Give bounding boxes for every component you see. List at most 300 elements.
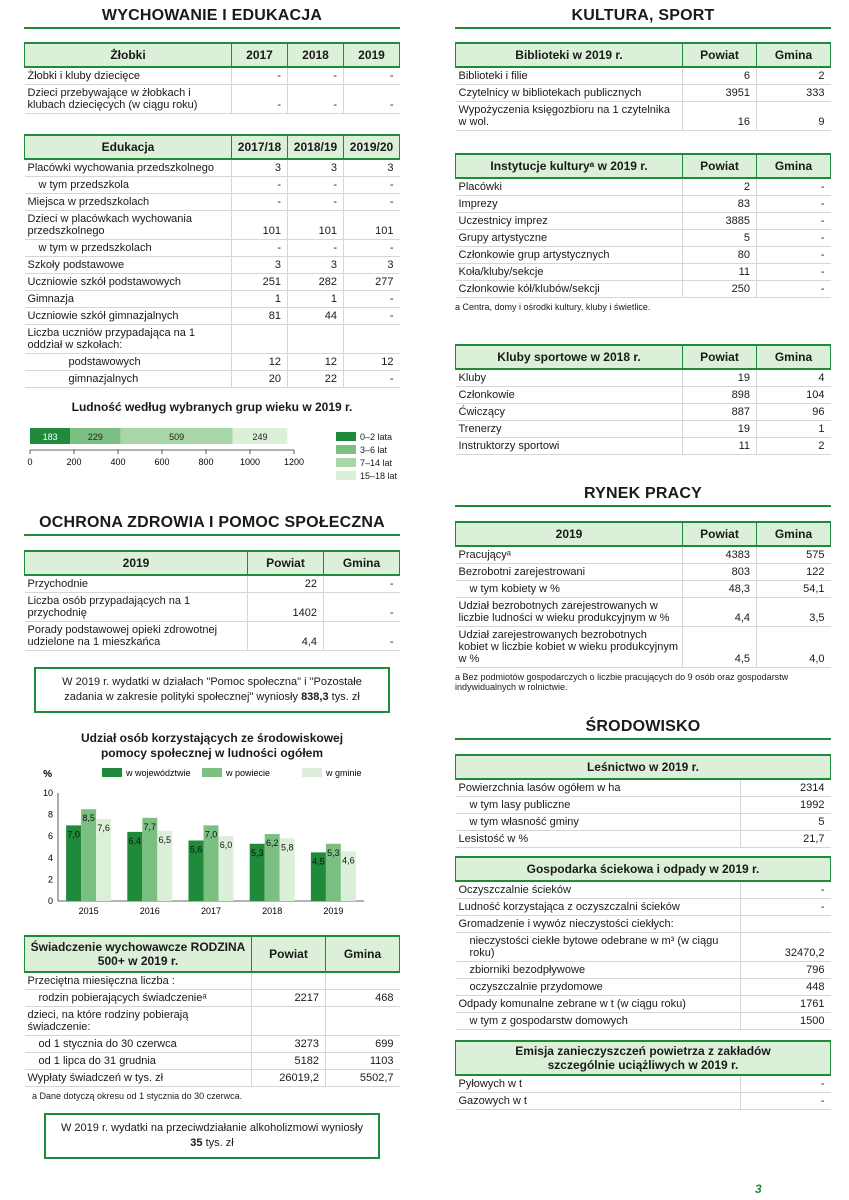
y-tick-label: 8 [47, 809, 53, 820]
gospodarka-header: Gospodarka ściekowa i odpady w 2019 r. [456, 857, 831, 881]
table-row [456, 1075, 831, 1093]
bar-value-label: 4,5 [312, 856, 325, 867]
cell-value: - [757, 281, 831, 298]
cell-value: 3 [288, 159, 344, 177]
y-tick-label: 6 [47, 831, 53, 842]
table-row [456, 196, 831, 213]
row-label: zbiorniki bezodpływowe [456, 962, 741, 979]
row-label: Członkowie grup artystycznych [456, 247, 683, 264]
cell-value: 282 [288, 274, 344, 291]
zlobki-header-0: Żłobki [25, 43, 232, 67]
row-label: Oczyszczalnie ścieków [456, 881, 741, 899]
cell-value: 122 [757, 564, 831, 581]
box2-text: W 2019 r. wydatki na przeciwdziałanie alkoholizmowi wyniosły [60, 1122, 364, 1134]
row-label: w tym własność gminy [456, 814, 741, 831]
row-label: Uczniowie szkół gimnazjalnych [25, 308, 232, 325]
cell-value: - [288, 177, 344, 194]
cell-value: - [288, 85, 344, 114]
table-lesnictwo [455, 754, 831, 848]
row-label: Udział bezrobotnych zarejestrowanych w liczbie ludności w wieku produkcyjnym w % [456, 598, 683, 627]
table-row [456, 369, 831, 387]
kluby-header-0: Kluby sportowe w 2018 r. [456, 345, 683, 369]
cell-value [326, 972, 400, 990]
cell-value: 3 [232, 159, 288, 177]
cell-value: 3 [344, 257, 400, 274]
table-row [456, 67, 831, 85]
table-row [456, 996, 831, 1013]
cell-value: - [741, 1093, 831, 1110]
cell-value: 48,3 [683, 581, 757, 598]
cell-value: 1103 [326, 1053, 400, 1070]
table-zlobki [24, 42, 400, 114]
table-edukacja [24, 134, 400, 388]
x-tick-label: 2019 [323, 906, 344, 916]
table-zdrowie [24, 550, 400, 651]
row-label: od 1 stycznia do 30 czerwca [25, 1036, 252, 1053]
rodzina-header-1: Powiat [252, 936, 326, 972]
table-row [456, 831, 831, 848]
social-chart-svg [24, 763, 400, 931]
bar-value-label: 5,8 [280, 842, 294, 853]
bar-value-label: 4,6 [342, 855, 355, 866]
cell-value: 699 [326, 1036, 400, 1053]
table-row [456, 387, 831, 404]
y-tick-label: 0 [47, 896, 53, 906]
cell-value: 22 [248, 575, 324, 593]
table-row [456, 281, 831, 298]
cell-value: - [232, 194, 288, 211]
age-bar-label: 183 [42, 432, 58, 442]
cell-value: 54,1 [757, 581, 831, 598]
cell-value: - [741, 899, 831, 916]
legend-label: 7–14 lat [360, 457, 393, 468]
row-label: Przychodnie [25, 575, 248, 593]
cell-value: 11 [683, 438, 757, 455]
x-tick-label: 2015 [78, 906, 99, 916]
legend-swatch [336, 445, 356, 454]
cell-value: 5 [683, 230, 757, 247]
section-title-environment: ŚRODOWISKO [455, 716, 831, 740]
cell-value: 44 [288, 308, 344, 325]
cell-value [252, 1007, 326, 1036]
table-row [25, 1007, 400, 1036]
cell-value: 2314 [741, 779, 831, 797]
cell-value: 12 [232, 354, 288, 371]
info-box-alcohol [44, 1113, 380, 1159]
row-label: Liczba osób przypadających na 1 przychodnię [25, 593, 248, 622]
cell-value: - [288, 67, 344, 85]
bar-value-label: 5,3 [327, 847, 340, 858]
cell-value: - [741, 1075, 831, 1093]
cell-value: 898 [683, 387, 757, 404]
table-row [25, 990, 400, 1007]
table-row [456, 779, 831, 797]
cell-value: 96 [757, 404, 831, 421]
table-row [25, 622, 400, 651]
row-label: Lesistość w % [456, 831, 741, 848]
cell-value: 20 [232, 371, 288, 388]
cell-value: 12 [344, 354, 400, 371]
cell-value: 4,4 [683, 598, 757, 627]
emisja-header: Emisja zanieczyszczeń powietrza z zakładów szczególnie uciążliwych w 2019 r. [456, 1041, 831, 1075]
table-row [456, 247, 831, 264]
table-row [25, 1070, 400, 1087]
cell-value: 26019,2 [252, 1070, 326, 1087]
legend-label: 3–6 lat [360, 444, 388, 455]
table-row [25, 257, 400, 274]
bar-value-label: 6,0 [219, 840, 233, 851]
biblioteki-header-2: Gmina [757, 43, 831, 67]
row-label: Porady podstawowej opieki zdrowotnej udzielone na 1 mieszkańca [25, 622, 248, 651]
info-box-social-expenses [34, 667, 390, 713]
cell-value: 2 [683, 178, 757, 196]
cell-value: - [324, 575, 400, 593]
legend-label: 0–2 lata [360, 431, 393, 442]
instytucje-header-1: Powiat [683, 154, 757, 178]
cell-value [288, 325, 344, 354]
legend-label: w województwie [126, 768, 191, 778]
cell-value: 3,5 [757, 598, 831, 627]
age-tick-label: 600 [154, 457, 170, 467]
legend-swatch [336, 458, 356, 467]
biblioteki-header-0: Biblioteki w 2019 r. [456, 43, 683, 67]
row-label: w tym lasy publiczne [456, 797, 741, 814]
legend-item [336, 456, 397, 469]
table-row [25, 291, 400, 308]
table-row [25, 972, 400, 990]
cell-value: - [757, 178, 831, 196]
row-label: Gimnazja [25, 291, 232, 308]
row-label: podstawowych [25, 354, 232, 371]
cell-value: 1500 [741, 1013, 831, 1030]
cell-value: 4,0 [757, 627, 831, 668]
cell-value: 2217 [252, 990, 326, 1007]
cell-value: - [344, 240, 400, 257]
cell-value: 3 [232, 257, 288, 274]
cell-value [326, 1007, 400, 1036]
row-label: Imprezy [456, 196, 683, 213]
table-row [25, 159, 400, 177]
box1-unit: tys. zł [331, 691, 360, 703]
cell-value: - [757, 247, 831, 264]
bar-value-label: 7,0 [67, 829, 80, 840]
cell-value: 6 [683, 67, 757, 85]
section-title-culture: KULTURA, SPORT [455, 5, 831, 29]
edukacja-header-3: 2019/20 [344, 135, 400, 159]
praca-header-1: Powiat [683, 522, 757, 546]
cell-value: - [344, 291, 400, 308]
table-row [25, 240, 400, 257]
table-row [456, 438, 831, 455]
cell-value: - [344, 85, 400, 114]
cell-value: - [757, 213, 831, 230]
row-label: Żłobki i kluby dziecięce [25, 67, 232, 85]
box1-text: W 2019 r. wydatki w działach "Pomoc społeczna" i "Pozostałe zadania w zakresie polityki społecznej" wyniosły [62, 676, 362, 703]
row-label: Dzieci w placówkach wychowania przedszkolnego [25, 211, 232, 240]
bar-value-label: 5,3 [250, 847, 264, 858]
table-kluby [455, 344, 831, 455]
table-rodzina [24, 935, 400, 1087]
cell-value: - [344, 67, 400, 85]
zlobki-header-1: 2017 [232, 43, 288, 67]
table-row [456, 102, 831, 131]
cell-value: - [288, 194, 344, 211]
cell-value: 1 [757, 421, 831, 438]
bar-value-label: 8,5 [82, 813, 95, 824]
cell-value: 3 [344, 159, 400, 177]
row-label: rodzin pobierających świadczenieᵃ [25, 990, 252, 1007]
table-row [25, 593, 400, 622]
table-row [25, 177, 400, 194]
cell-value: - [757, 230, 831, 247]
cell-value: - [344, 308, 400, 325]
row-label: w tym w przedszkolach [25, 240, 232, 257]
legend-swatch [336, 432, 356, 441]
table-row [456, 1013, 831, 1030]
cell-value: 5 [741, 814, 831, 831]
x-tick-label: 2018 [262, 906, 283, 916]
table-row [456, 85, 831, 102]
row-label: Kluby [456, 369, 683, 387]
table-row [456, 581, 831, 598]
y-axis-title: % [43, 769, 52, 780]
age-chart-title: Ludność według wybranych grup wieku w 2019 r. [71, 400, 353, 414]
row-label: w tym z gospodarstw domowych [456, 1013, 741, 1030]
cell-value [344, 325, 400, 354]
bar-value-label: 7,6 [97, 822, 110, 833]
cell-value: - [288, 240, 344, 257]
age-tick-label: 1000 [239, 457, 261, 467]
cell-value: 2 [757, 67, 831, 85]
cell-value: 468 [326, 990, 400, 1007]
cell-value: 575 [757, 546, 831, 564]
cell-value: 4383 [683, 546, 757, 564]
table-row [25, 1036, 400, 1053]
cell-value: - [344, 371, 400, 388]
table-row [25, 354, 400, 371]
zdrowie-header-2: Gmina [324, 551, 400, 575]
cell-value: 3951 [683, 85, 757, 102]
table-row [25, 274, 400, 291]
table-row [25, 67, 400, 85]
row-label: nieczystości ciekłe bytowe odebrane w m³ (w ciągu roku) [456, 933, 741, 962]
edukacja-header-2: 2018/19 [288, 135, 344, 159]
row-label: w tym kobiety w % [456, 581, 683, 598]
table-row [456, 404, 831, 421]
cell-value: - [757, 196, 831, 213]
cell-value: 3273 [252, 1036, 326, 1053]
row-label: dzieci, na które rodziny pobierają świadczenie: [25, 1007, 252, 1036]
row-label: Instruktorzy sportowi [456, 438, 683, 455]
cell-value: 448 [741, 979, 831, 996]
table-row [456, 230, 831, 247]
table-row [25, 575, 400, 593]
table-row [456, 814, 831, 831]
bar-value-label: 6,2 [265, 838, 279, 849]
cell-value: 1402 [248, 593, 324, 622]
box2-unit: tys. zł [205, 1137, 234, 1149]
cell-value: 19 [683, 421, 757, 438]
x-tick-label: 2017 [200, 906, 222, 916]
bar-value-label: 6,4 [128, 835, 142, 846]
right-column [455, 0, 831, 1110]
age-tick-label: 200 [66, 457, 82, 467]
table-row [456, 598, 831, 627]
table-row [456, 264, 831, 281]
cell-value [232, 325, 288, 354]
table-gospodarka [455, 856, 831, 1030]
cell-value: 22 [288, 371, 344, 388]
cell-value: 104 [757, 387, 831, 404]
cell-value: - [232, 177, 288, 194]
cell-value: 251 [232, 274, 288, 291]
cell-value: 81 [232, 308, 288, 325]
praca-header-0: 2019 [456, 522, 683, 546]
table-row [25, 1053, 400, 1070]
row-label: Gazowych w t [456, 1093, 741, 1110]
cell-value [252, 972, 326, 990]
legend-item [336, 469, 397, 482]
row-label: Dzieci przebywające w żłobkach i klubach dziecięcych (w ciągu roku) [25, 85, 232, 114]
cell-value: 1761 [741, 996, 831, 1013]
cell-value: - [232, 240, 288, 257]
cell-value: 2 [757, 438, 831, 455]
y-tick-label: 2 [47, 874, 53, 885]
cell-value: - [757, 264, 831, 281]
row-label: Biblioteki i filie [456, 67, 683, 85]
section-title-labor: RYNEK PRACY [455, 483, 831, 507]
age-bar-label: 229 [87, 432, 103, 442]
row-label: Członkowie [456, 387, 683, 404]
row-label: Miejsca w przedszkolach [25, 194, 232, 211]
table-row [456, 962, 831, 979]
age-bar-label: 509 [169, 432, 185, 442]
cell-value: 21,7 [741, 831, 831, 848]
cell-value: - [232, 85, 288, 114]
cell-value: - [324, 593, 400, 622]
bar-value-label: 7,0 [204, 829, 218, 840]
legend-item [336, 443, 397, 456]
age-chart-legend [336, 430, 397, 482]
table-row [456, 881, 831, 899]
table-row [456, 178, 831, 196]
table-row [25, 211, 400, 240]
table-row [456, 213, 831, 230]
left-column [24, 0, 400, 1159]
cell-value: 1 [232, 291, 288, 308]
row-label: Uczniowie szkół podstawowych [25, 274, 232, 291]
cell-value: - [344, 177, 400, 194]
row-label: Gromadzenie i wywóz nieczystości ciekłych: [456, 916, 741, 933]
y-tick-label: 10 [42, 788, 53, 798]
cell-value: 796 [741, 962, 831, 979]
cell-value: 32470,2 [741, 933, 831, 962]
legend-swatch [302, 768, 322, 777]
table-row [456, 979, 831, 996]
cell-value: 277 [344, 274, 400, 291]
age-chart [24, 400, 400, 500]
cell-value: 1 [288, 291, 344, 308]
cell-value: - [741, 881, 831, 899]
table-row [25, 194, 400, 211]
cell-value: - [324, 622, 400, 651]
row-label: oczyszczalnie przydomowe [456, 979, 741, 996]
table-row [25, 371, 400, 388]
table-row [25, 308, 400, 325]
cell-value: 333 [757, 85, 831, 102]
cell-value: 887 [683, 404, 757, 421]
table-row [456, 916, 831, 933]
social-chart-title: Udział osób korzystających ze środowiskowej pomocy społecznej w ludności ogółem [80, 731, 344, 760]
table-row [456, 564, 831, 581]
cell-value: 4,4 [248, 622, 324, 651]
bar-value-label: 5,6 [189, 844, 203, 855]
row-label: Ludność korzystająca z oczyszczalni ścieków [456, 899, 741, 916]
row-label: gimnazjalnych [25, 371, 232, 388]
section-title-health: OCHRONA ZDROWIA I POMOC SPOŁECZNA [24, 512, 400, 536]
row-label: Koła/kluby/sekcje [456, 264, 683, 281]
praca-note: a Bez podmiotów gospodarczych o liczbie pracujących do 9 osób oraz gospodarstw indywidualnych w rolnictwie. [455, 672, 789, 692]
instytucje-header-2: Gmina [757, 154, 831, 178]
legend-swatch [336, 471, 356, 480]
cell-value: 9 [757, 102, 831, 131]
table-row [25, 85, 400, 114]
row-label: Wypożyczenia księgozbioru na 1 czytelnika w wol. [456, 102, 683, 131]
legend-swatch [202, 768, 222, 777]
table-biblioteki [455, 42, 831, 131]
lesnictwo-header: Leśnictwo w 2019 r. [456, 755, 831, 779]
cell-value: 12 [288, 354, 344, 371]
cell-value [741, 916, 831, 933]
row-label: Liczba uczniów przypadająca na 1 oddział w szkołach: [25, 325, 232, 354]
row-label: Ćwiczący [456, 404, 683, 421]
table-row [25, 325, 400, 354]
age-tick-label: 0 [27, 457, 33, 467]
row-label: w tym przedszkola [25, 177, 232, 194]
edukacja-header-0: Edukacja [25, 135, 232, 159]
cell-value: 83 [683, 196, 757, 213]
zdrowie-header-0: 2019 [25, 551, 248, 575]
table-row [456, 421, 831, 438]
cell-value: 16 [683, 102, 757, 131]
table-praca [455, 521, 831, 668]
row-label: Czytelnicy w bibliotekach publicznych [456, 85, 683, 102]
row-label: Bezrobotni zarejestrowani [456, 564, 683, 581]
legend-swatch [102, 768, 122, 777]
cell-value: 4,5 [683, 627, 757, 668]
table-row [456, 1093, 831, 1110]
row-label: Członkowie kół/klubów/sekcji [456, 281, 683, 298]
cell-value: 101 [232, 211, 288, 240]
zlobki-header-2: 2018 [288, 43, 344, 67]
instytucje-note: a Centra, domy i ośrodki kultury, kluby i świetlice. [455, 302, 651, 312]
row-label: od 1 lipca do 31 grudnia [25, 1053, 252, 1070]
age-bar-label: 249 [252, 432, 268, 442]
table-row [456, 899, 831, 916]
x-tick-label: 2016 [139, 906, 160, 916]
row-label: Odpady komunalne zebrane w t (w ciągu roku) [456, 996, 741, 1013]
cell-value: 80 [683, 247, 757, 264]
legend-label: 15–18 lat [360, 470, 398, 481]
row-label: Wypłaty świadczeń w tys. zł [25, 1070, 252, 1087]
rodzina-header-0: Świadczenie wychowawcze RODZINA 500+ w 2019 r. [25, 936, 252, 972]
rodzina-header-2: Gmina [326, 936, 400, 972]
age-tick-label: 400 [110, 457, 126, 467]
cell-value: 5182 [252, 1053, 326, 1070]
age-tick-label: 800 [198, 457, 214, 467]
cell-value: 1992 [741, 797, 831, 814]
row-label: Placówki wychowania przedszkolnego [25, 159, 232, 177]
